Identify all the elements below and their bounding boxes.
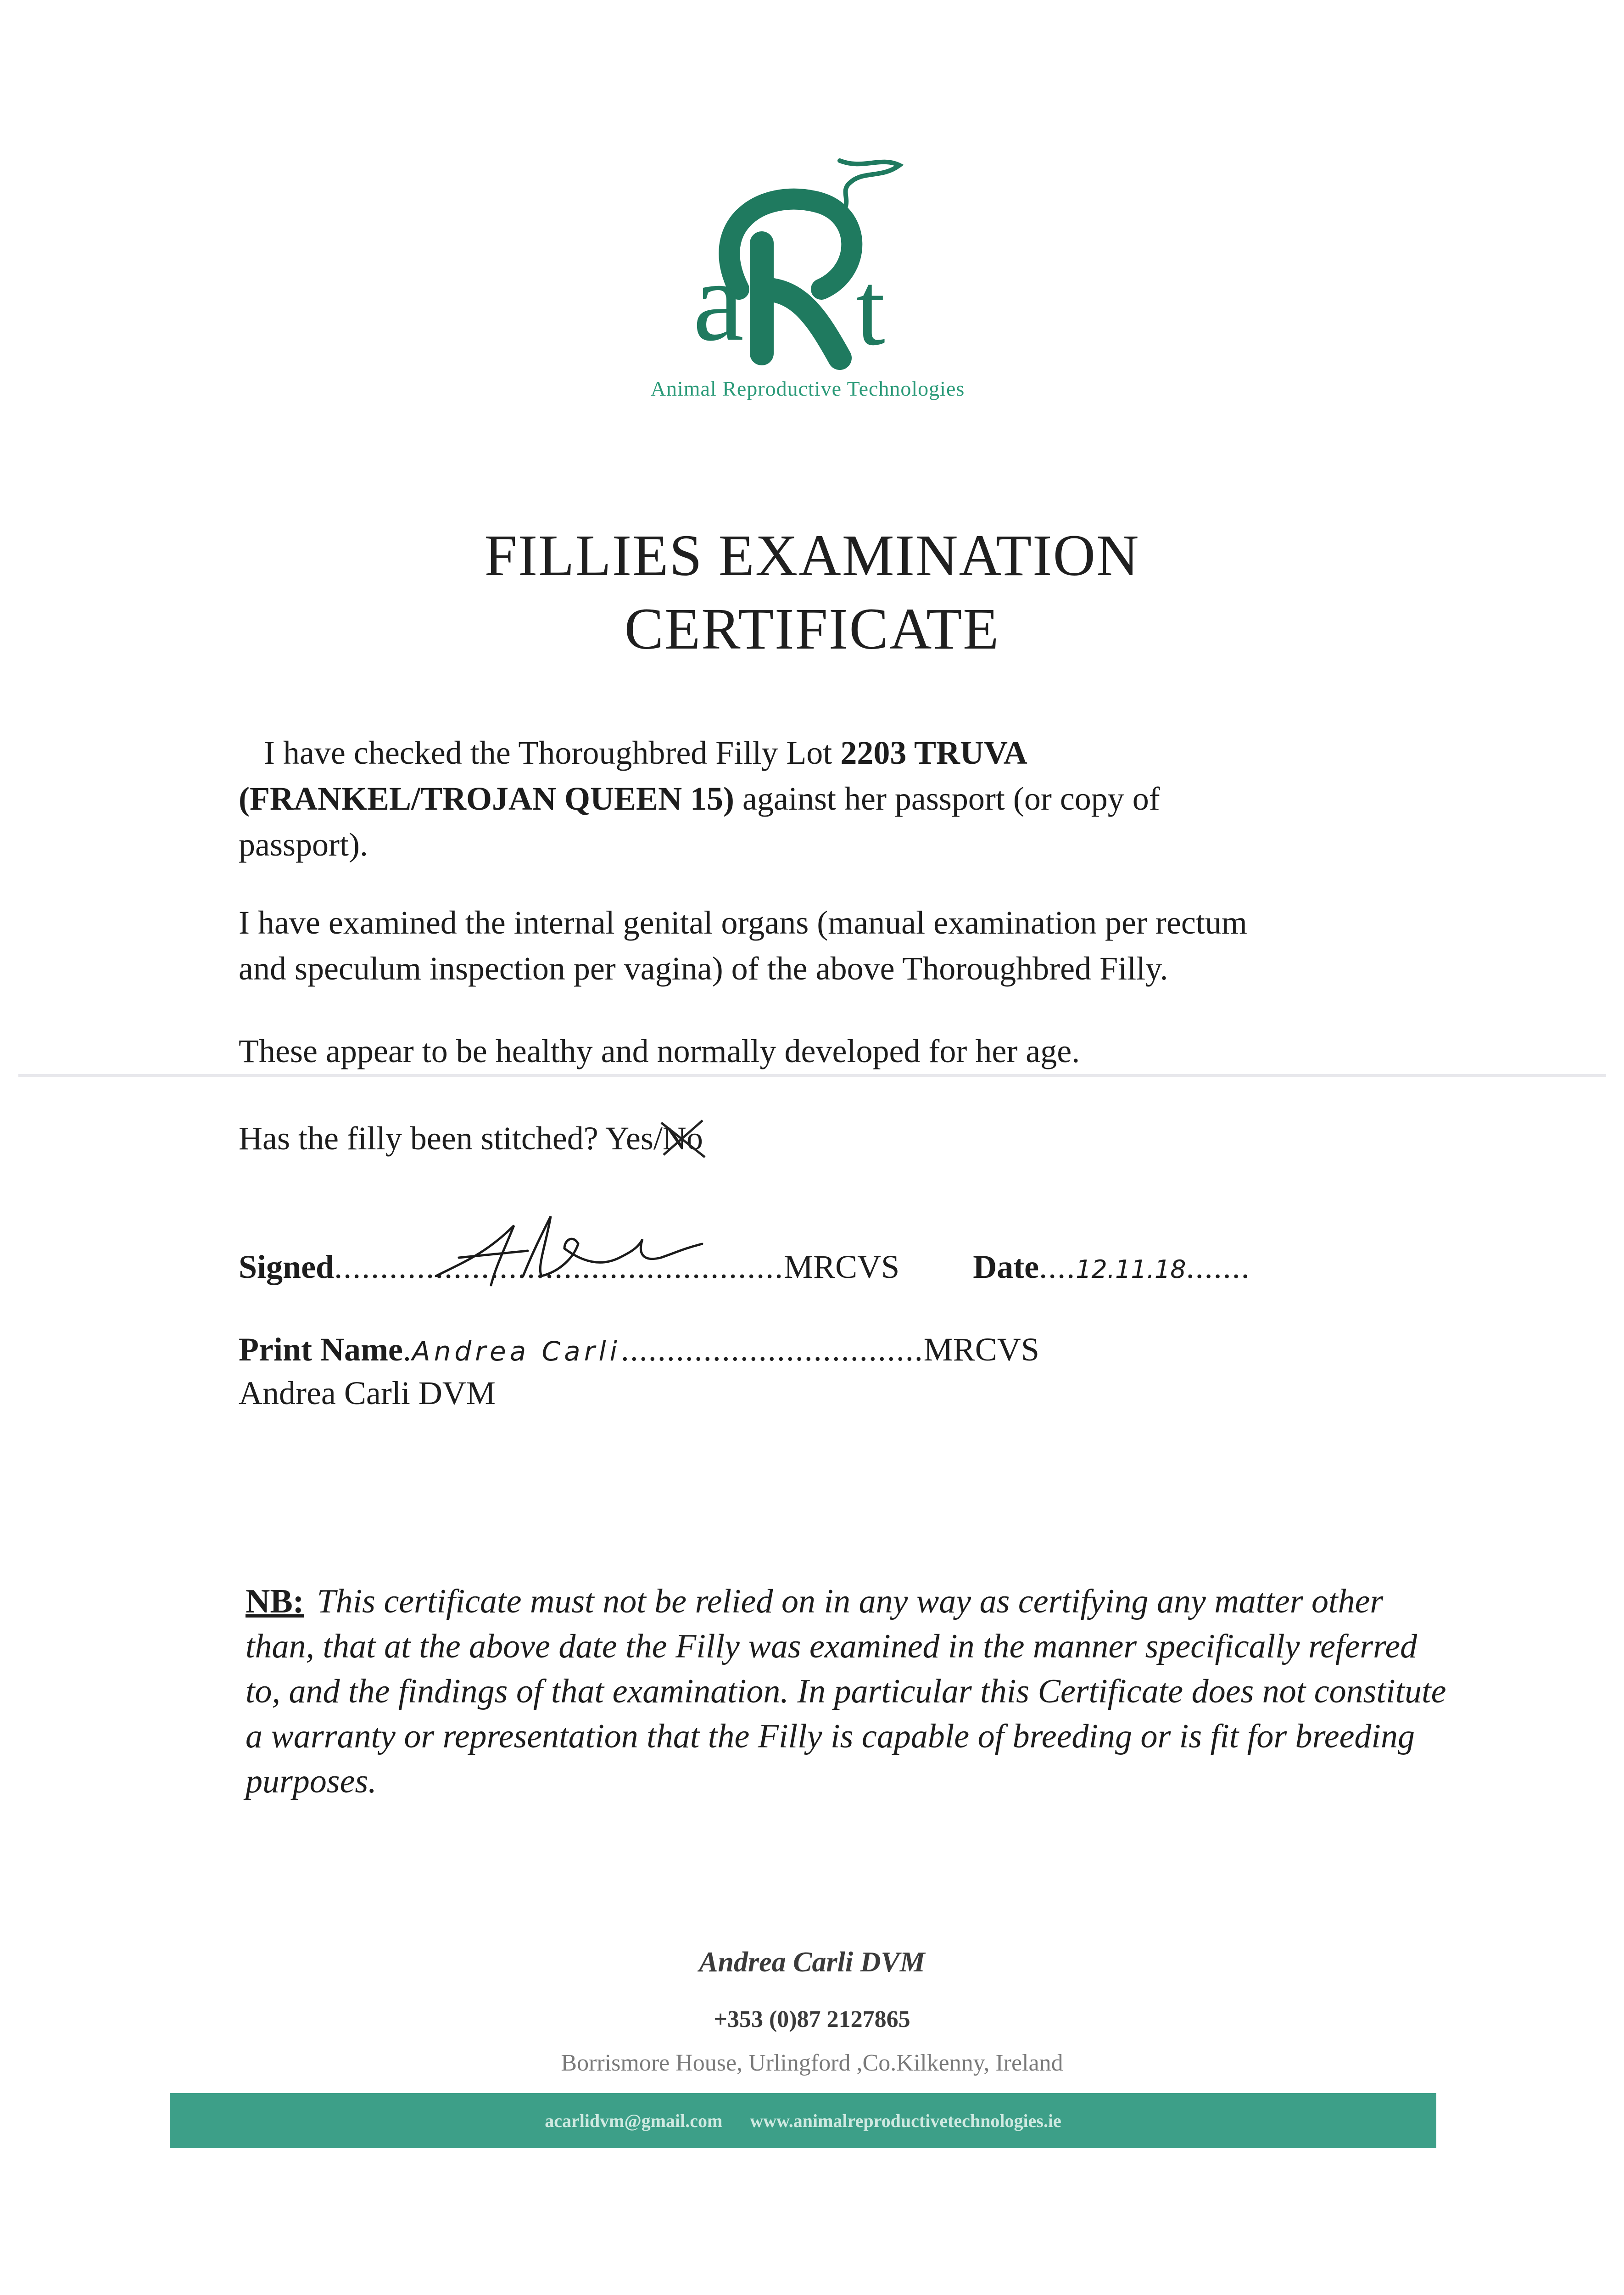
stitched-question: Has the filly been stitched? Yes/No: [239, 1115, 1432, 1161]
cross-out-mark: [659, 1118, 709, 1159]
signature: [427, 1207, 748, 1301]
scan-artifact-line: [18, 1074, 1606, 1077]
print-name-line: Print Name.Andrea Carli.................................MRCVS: [239, 1331, 1039, 1368]
nb-label: NB:: [246, 1583, 304, 1620]
date-value: 12.11.18: [1076, 1255, 1186, 1284]
footer-phone: +353 (0)87 2127865: [714, 2006, 910, 2032]
logo-tagline: Animal Reproductive Technologies: [650, 377, 965, 400]
page-title-line1: FILLIES EXAMINATION: [484, 523, 1140, 588]
lot-number: 2203 TRUVA: [840, 734, 1027, 771]
print-name-handwritten: Andrea Carli: [412, 1336, 621, 1367]
crossed-answer: No: [663, 1115, 703, 1161]
paragraph-examination: I have examined the internal genital organs (manual examination per rectum and speculum inspection per vagina) of the above Thoroughbred Filly.: [239, 904, 1247, 987]
footer-name: Andrea Carli DVM: [699, 1947, 925, 1978]
paragraph-passport-check: I have checked the Thoroughbred Filly Lot 2203 TRUVA (FRANKEL/TROJAN QUEEN 15) against her passport (or copy of passport).: [239, 734, 1160, 863]
filly-breeding: (FRANKEL/TROJAN QUEEN 15): [239, 780, 735, 817]
footer-band: [170, 2093, 1436, 2148]
nb-disclaimer: [246, 1579, 1448, 1804]
nb-text: This certificate must not be relied on in any way as certifying any matter other than, that at the above date the Filly was examined in the manner specifically referred to, and the findings of that examination. In particular this Certificate does not constitute a warranty or representation that the Filly is capable of breeding or is fit for breeding purposes.: [246, 1583, 1446, 1800]
footer-email: acarlidvm@gmail.com: [545, 2110, 723, 2131]
logo-letter-a: a: [693, 238, 744, 365]
logo-letter-t: t: [856, 250, 885, 367]
footer-address: Borrismore House, Urlingford ,Co.Kilkenny, Ireland: [561, 2050, 1063, 2076]
footer-website: www.animalreproductivetechnologies.ie: [750, 2110, 1061, 2131]
signed-line: Signed.................................................MRCVS Date....12.11.18.......: [239, 1248, 1250, 1285]
art-logo: [624, 151, 991, 409]
page-title-line2: CERTIFICATE: [624, 596, 1000, 661]
paragraph-health: These appear to be healthy and normally developed for her age.: [239, 1033, 1080, 1069]
typed-name: Andrea Carli DVM: [239, 1375, 496, 1411]
